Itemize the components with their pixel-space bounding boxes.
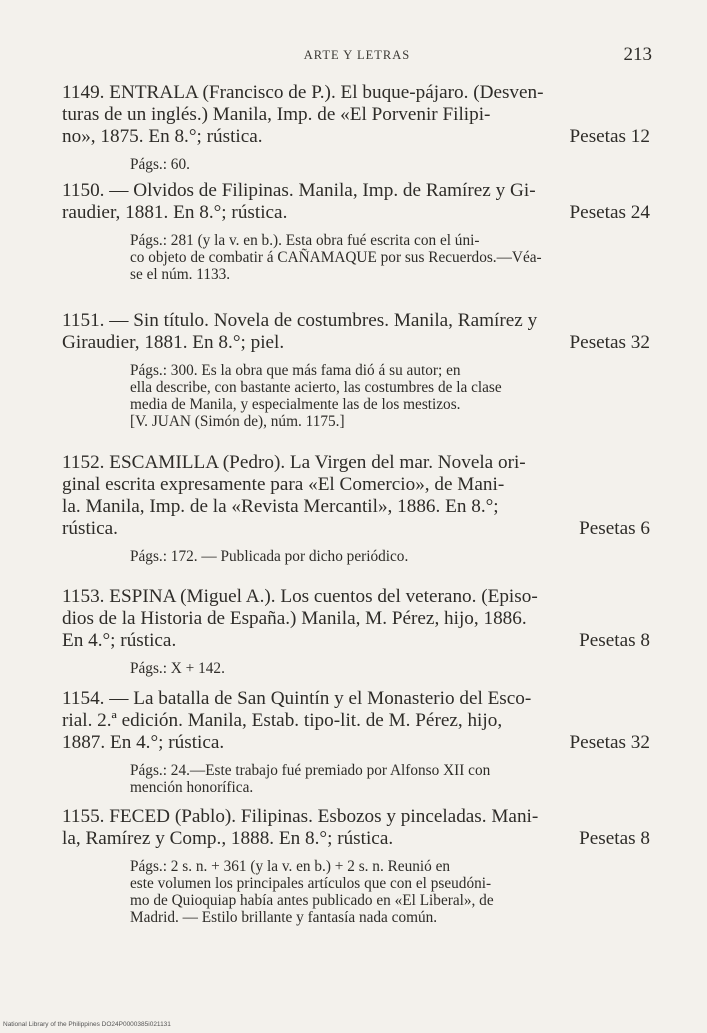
entry-line-text: la, Ramírez y Comp., 1888. En 8.°; rústica.	[62, 828, 394, 849]
entry-line	[62, 630, 652, 652]
price: Pesetas 8	[579, 630, 650, 651]
note-line: Págs.: 300. Es la obra que más fama dió á su autor; en	[130, 362, 461, 379]
library-stamp: National Library of the Philippines DO24P0000385i021131	[3, 1021, 171, 1028]
price: Pesetas 8	[579, 828, 650, 849]
note-line: mención honorífica.	[130, 779, 254, 796]
entry-line-text: no», 1875. En 8.°; rústica.	[62, 126, 263, 147]
catalog-entry-1150	[62, 180, 652, 283]
entry-line: turas de un inglés.) Manila, Imp. de «El Porvenir Filipi-	[62, 104, 491, 125]
note-line: Págs.: 172. — Publicada por dicho periódico.	[130, 548, 409, 565]
entry-line-text: 1887. En 4.°; rústica.	[62, 732, 225, 753]
entry-line: 1149. ENTRALA (Francisco de P.). El buque-pájaro. (Desven-	[62, 82, 544, 103]
entry-note	[130, 762, 652, 796]
price: Pesetas 12	[569, 126, 650, 147]
entry-line-text: rústica.	[62, 518, 118, 539]
entry-line: la. Manila, Imp. de la «Revista Mercantil», 1886. En 8.°;	[62, 496, 499, 517]
catalog-entry-1154	[62, 688, 652, 796]
entry-line	[62, 202, 652, 224]
entry-line: dios de la Historia de España.) Manila, M. Pérez, hijo, 1886.	[62, 608, 527, 629]
note-line: este volumen los principales artículos que con el pseudóni-	[130, 875, 492, 892]
entry-note	[130, 548, 652, 565]
note-line: Págs.: 2 s. n. + 361 (y la v. en b.) + 2 s. n. Reunió en	[130, 858, 451, 875]
catalog-entry-1155	[62, 806, 652, 926]
note-line: Págs.: 281 (y la v. en b.). Esta obra fué escrita con el úni-	[130, 232, 480, 249]
page-number: 213	[623, 44, 652, 65]
note-line: Págs.: 60.	[130, 156, 190, 173]
entry-line	[62, 126, 652, 148]
entry-line	[62, 518, 652, 540]
entry-line-text: Giraudier, 1881. En 8.°; piel.	[62, 332, 285, 353]
entry-note	[130, 156, 652, 173]
entry-line	[62, 828, 652, 850]
entry-line: ginal escrita expresamente para «El Comercio», de Mani-	[62, 474, 505, 495]
price: Pesetas 32	[569, 732, 650, 753]
entry-line: 1154. — La batalla de San Quintín y el Monasterio del Esco-	[62, 688, 532, 709]
catalog-entry-1151	[62, 310, 652, 430]
catalog-entry-1153	[62, 586, 652, 677]
entry-line: 1150. — Olvidos de Filipinas. Manila, Imp. de Ramírez y Gi-	[62, 180, 536, 201]
note-line: co objeto de combatir á CAÑAMAQUE por sus Recuerdos.—Véa-	[130, 249, 542, 266]
note-line: ella describe, con bastante acierto, las costumbres de la clase	[130, 379, 502, 396]
entry-line	[62, 332, 652, 354]
entry-line-text: En 4.°; rústica.	[62, 630, 177, 651]
price: Pesetas 32	[569, 332, 650, 353]
catalog-entry-1152	[62, 452, 652, 565]
entry-line: 1152. ESCAMILLA (Pedro). La Virgen del mar. Novela ori-	[62, 452, 526, 473]
entry-line	[62, 732, 652, 754]
catalog-entry-1149	[62, 82, 652, 173]
entry-note	[130, 660, 652, 677]
note-line: [V. JUAN (Simón de), núm. 1175.]	[130, 413, 345, 430]
note-line: media de Manila, y especialmente las de los mestizos.	[130, 396, 461, 413]
entry-line: rial. 2.ª edición. Manila, Estab. tipo-lit. de M. Pérez, hijo,	[62, 710, 503, 731]
price: Pesetas 24	[569, 202, 650, 223]
note-line: Madrid. — Estilo brillante y fantasía nada común.	[130, 909, 438, 926]
entry-line-text: raudier, 1881. En 8.°; rústica.	[62, 202, 288, 223]
entry-note	[130, 232, 652, 283]
entry-note	[130, 362, 652, 430]
running-head: ARTE Y LETRAS	[303, 48, 411, 62]
price: Pesetas 6	[579, 518, 650, 539]
entry-line: 1153. ESPINA (Miguel A.). Los cuentos del veterano. (Episo-	[62, 586, 538, 607]
note-line: Págs.: 24.—Este trabajo fué premiado por Alfonso XII con	[130, 762, 491, 779]
entry-note	[130, 858, 652, 926]
note-line: se el núm. 1133.	[130, 266, 231, 283]
note-line: mo de Quioquiap había antes publicado en «El Liberal», de	[130, 892, 494, 909]
note-line: Págs.: X + 142.	[130, 660, 225, 677]
entry-line: 1155. FECED (Pablo). Filipinas. Esbozos y pinceladas. Mani-	[62, 806, 539, 827]
page-header	[62, 44, 652, 68]
entry-line: 1151. — Sin título. Novela de costumbres. Manila, Ramírez y	[62, 310, 538, 331]
